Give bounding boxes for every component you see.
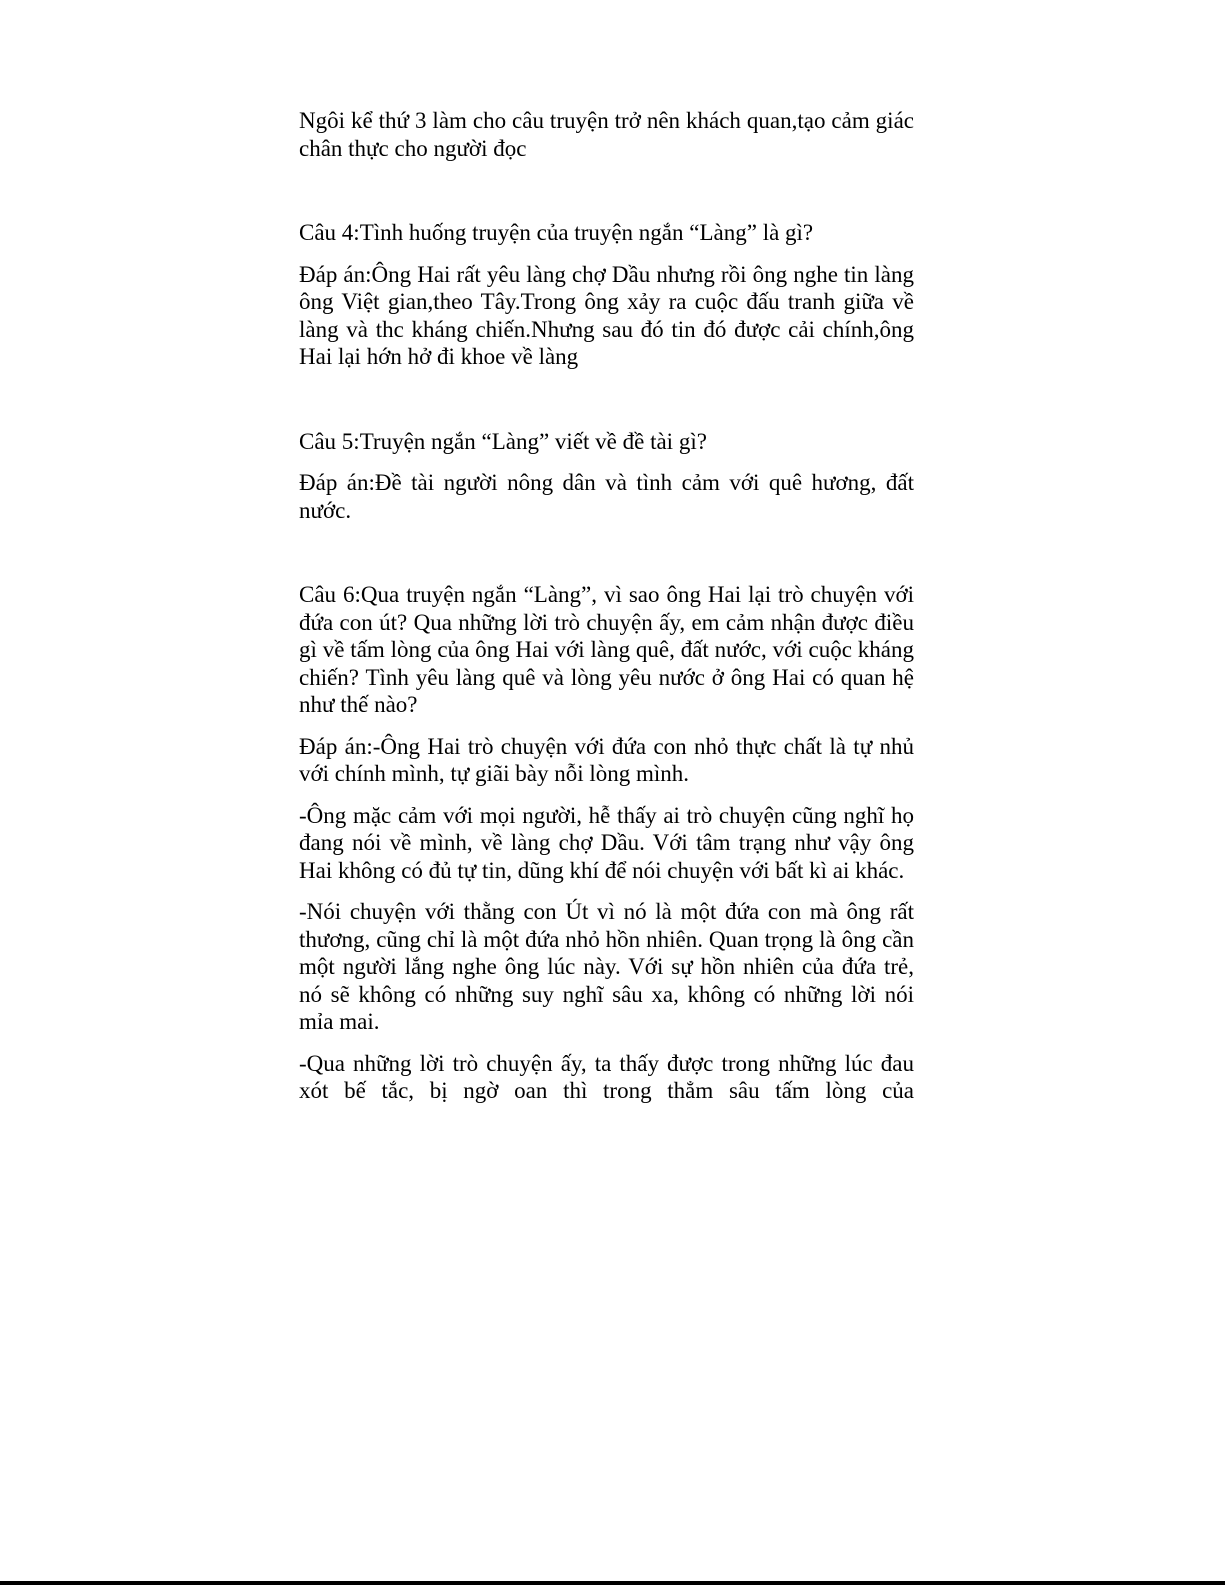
paragraph-narration: Ngôi kể thứ 3 làm cho câu truyện trở nên khách quan,tạo cảm giác chân thực cho người đọc xyxy=(299,108,914,161)
answer-6-point-2: -Nói chuyện với thằng con Út vì nó là một đứa con mà ông rất thương, cũng chỉ là một đứa nhỏ hồn nhiên. Quan trọng là ông cần một người lắng nghe ông lúc này. Với sự hồn nhiên của đứa trẻ, nó sẽ không có những suy nghĩ sâu xa, không có những lời nói mỉa mai. xyxy=(299,899,914,1034)
question-5: Câu 5:Truyện ngắn “Làng” viết về đề tài gì? xyxy=(299,428,707,454)
answer-5: Đáp án:Đề tài người nông dân và tình cảm với quê hương, đất nước. xyxy=(299,470,914,523)
answer-4: Đáp án:Ông Hai rất yêu làng chợ Dầu nhưng rồi ông nghe tin làng ông Việt gian,theo Tây.Trong ông xảy ra cuộc đấu tranh giữa về làng và thc kháng chiến.Nhưng sau đó tin đó được cải chính,ông Hai lại hớn hở đi khoe về làng xyxy=(299,261,914,369)
answer-6-point-1: -Ông mặc cảm với mọi người, hễ thấy ai trò chuyện cũng nghĩ họ đang nói về mình, về làng chợ Dầu. Với tâm trạng như vậy ông Hai không có đủ tự tin, dũng khí để nói chuyện với bất kì ai khác. xyxy=(299,802,914,883)
answer-6-point-3: -Qua những lời trò chuyện ấy, ta thấy được trong những lúc đau xót bế tắc, bị ngờ oan thì trong thẳm sâu tấm lòng của xyxy=(299,1050,914,1103)
answer-6-intro: Đáp án:-Ông Hai trò chuyện với đứa con nhỏ thực chất là tự nhủ với chính mình, tự giãi bày nỗi lòng mình. xyxy=(299,733,914,786)
page-bottom-border xyxy=(0,1581,1225,1585)
question-4: Câu 4:Tình huống truyện của truyện ngắn “Làng” là gì? xyxy=(299,220,814,245)
question-6: Câu 6:Qua truyện ngắn “Làng”, vì sao ông Hai lại trò chuyện với đứa con út? Qua những lời trò chuyện ấy, em cảm nhận được điều gì về tấm lòng của ông Hai với làng quê, đất nước, với cuộc kháng chiến? Tình yêu làng quê và lòng yêu nước ở ông Hai có quan hệ như thế nào? xyxy=(299,582,914,717)
document-body xyxy=(299,107,914,1105)
